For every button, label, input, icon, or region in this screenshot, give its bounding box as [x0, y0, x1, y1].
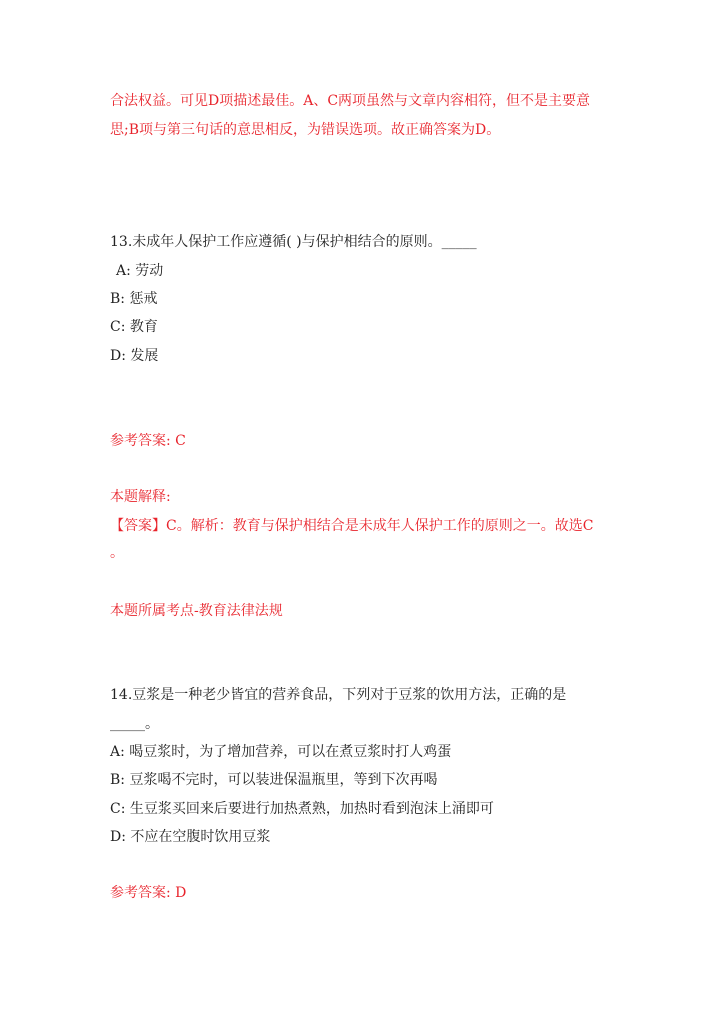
q14-option-b: B: 豆浆喝不完时，可以装进保温瓶里，等到下次再喝 — [110, 772, 438, 788]
q14-option-a: A: 喝豆浆时，为了增加营养，可以在煮豆浆时打人鸡蛋 — [110, 744, 452, 760]
q13-option-b: B: 惩戒 — [110, 291, 158, 307]
q13-option-c: C: 教育 — [110, 319, 158, 335]
q14-option-d: D: 不应在空腹时饮用豆浆 — [110, 829, 271, 845]
q13-explanation-line-1: 【答案】C。解析：教育与保护相结合是未成年人保护工作的原则之一。故选C — [110, 518, 594, 534]
q13-explanation-line-2: 。 — [110, 545, 124, 561]
q13-answer: 参考答案: C — [110, 433, 186, 449]
prev-explanation-line-2: 思;B项与第三句话的意思相反，为错误选项。故正确答案为D。 — [110, 122, 501, 138]
q13-explanation-title: 本题解释: — [110, 489, 171, 505]
q13-knowledge-point: 本题所属考点-教育法律法规 — [110, 603, 283, 619]
q13-stem: 13.未成年人保护工作应遵循( )与保护相结合的原则。_____ — [110, 234, 477, 250]
q13-option-a: A: 劳动 — [116, 263, 164, 279]
q14-stem-line-1: 14.豆浆是一种老少皆宜的营养食品，下列对于豆浆的饮用方法，正确的是 — [110, 687, 567, 703]
q13-option-d: D: 发展 — [110, 348, 159, 364]
prev-explanation-line-1: 合法权益。可见D项描述最佳。A、C两项虽然与文章内容相符，但不是主要意 — [110, 93, 591, 109]
q14-stem-line-2: _____。 — [110, 716, 159, 732]
q14-option-c: C: 生豆浆买回来后要进行加热煮熟，加热时看到泡沫上涌即可 — [110, 801, 494, 817]
q14-answer: 参考答案: D — [110, 885, 187, 901]
